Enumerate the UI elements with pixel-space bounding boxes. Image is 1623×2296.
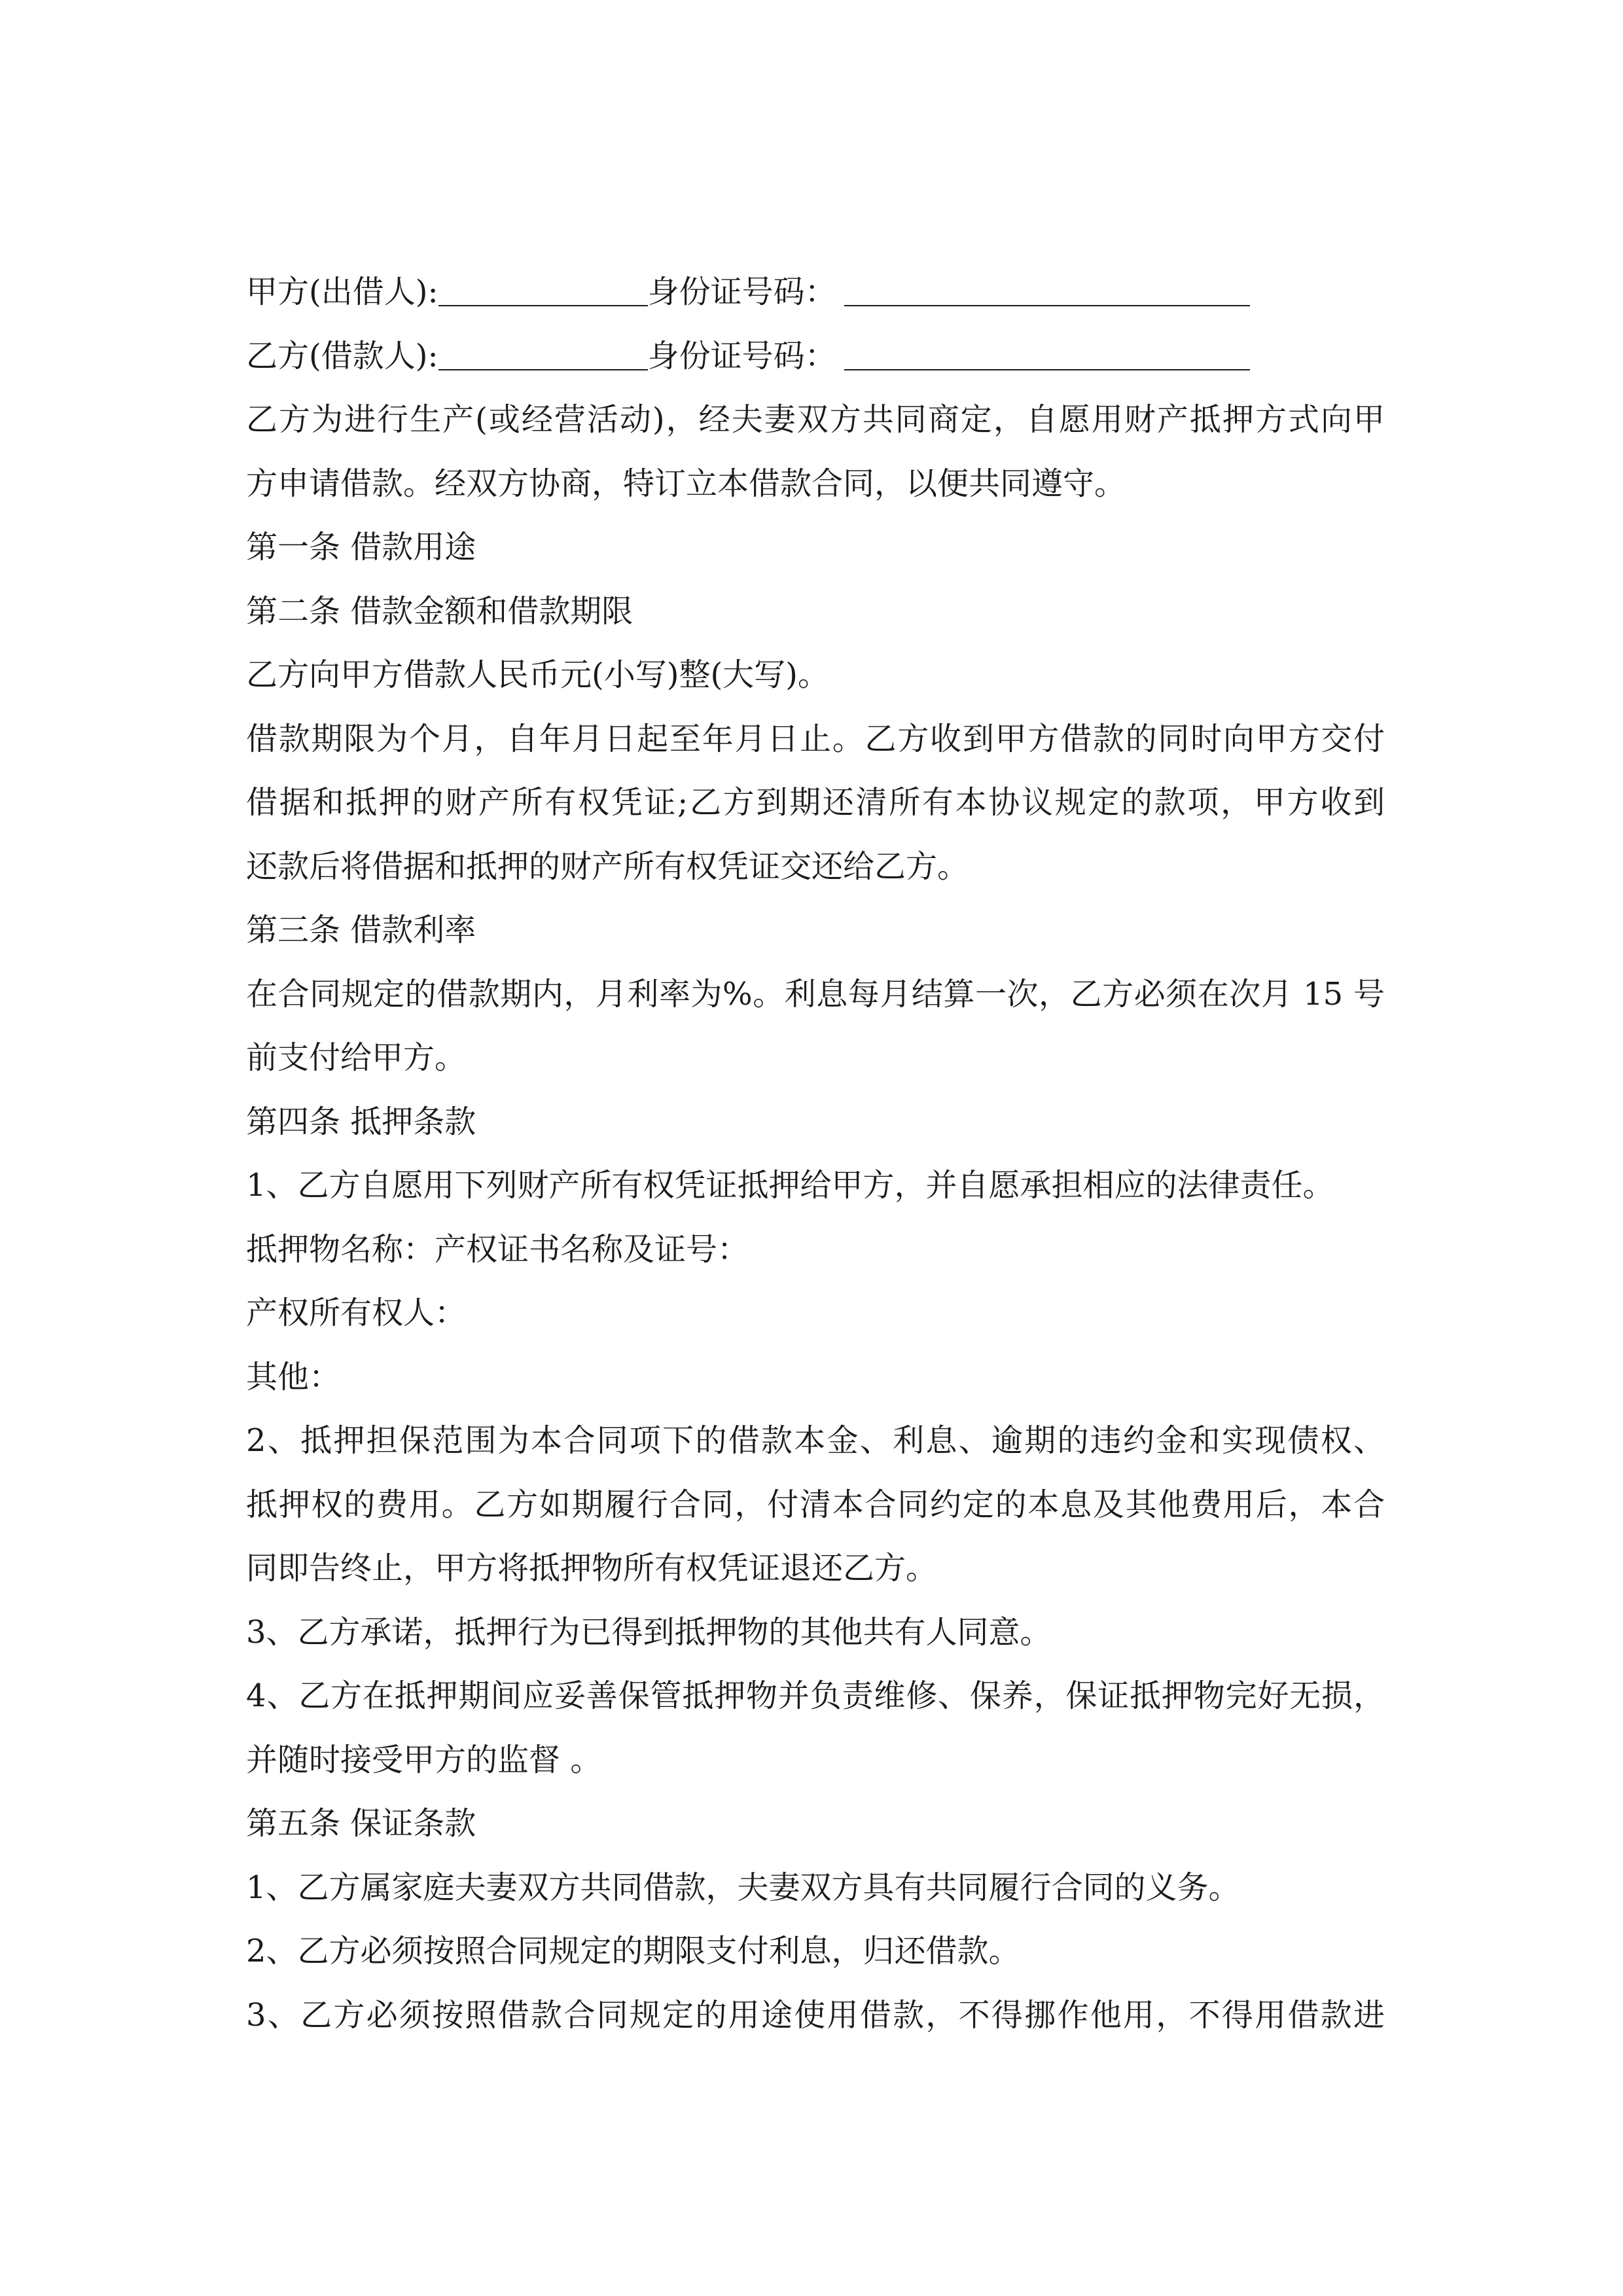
article-2-line: 乙方向甲方借款人民币元(小写)整(大写)。 [246,656,829,693]
party-a-id-blank [844,276,1250,306]
article-4-line: 产权所有权人： [246,1295,467,1331]
article-5-line: 3、乙方必须按照借款合同规定的用途使用借款，不得挪作他用，不得用借款进 [246,1996,1385,2034]
article-2-line: 借据和抵押的财产所有权凭证;乙方到期还清所有本协议规定的款项，甲方收到 [246,784,1385,821]
article-2-line: 还款后将借据和抵押的财产所有权凭证交还给乙方。 [246,848,969,885]
party-b-id-blank [844,340,1250,370]
party-b-label: 乙方(借款人): [246,337,438,374]
article-4-line: 并随时接受甲方的监督 。 [246,1741,602,1778]
party-a-row [246,260,1385,325]
preamble-line: 方申请借款。经双方协商，特订立本借款合同，以便共同遵守。 [246,465,1126,502]
contract-body [246,260,1385,2047]
article-4-line: 其他： [246,1358,341,1395]
article-5-line: 1、乙方属家庭夫妻双方共同借款，夫妻双方具有共同履行合同的义务。 [246,1869,1240,1906]
article-2-line: 借款期限为个月，自年月日起至年月日止。乙方收到甲方借款的同时向甲方交付 [246,720,1385,757]
article-4-line: 3、乙方承诺，抵押行为已得到抵押物的其他共有人同意。 [246,1613,1052,1651]
article-4-line: 同即告终止，甲方将抵押物所有权凭证退还乙方。 [246,1550,938,1587]
article-4-line: 2、抵押担保范围为本合同项下的借款本金、利息、逾期的违约金和实现债权、 [246,1422,1385,1459]
party-a-label: 甲方(出借人): [246,274,438,310]
article-1-title: 第一条 借款用途 [246,529,476,565]
article-4-line: 抵押物名称：产权证书名称及证号： [246,1230,749,1268]
article-4-line: 4、乙方在抵押期间应妥善保管抵押物并负责维修、保养，保证抵押物完好无损， [246,1677,1385,1714]
article-5-line: 2、乙方必须按照合同规定的期限支付利息，归还借款。 [246,1933,1020,1969]
party-b-row [246,325,1385,389]
article-3-title: 第三条 借款利率 [246,912,476,948]
article-3-line: 在合同规定的借款期内，月利率为%。利息每月结算一次，乙方必须在次月 15 号 [246,975,1385,1013]
article-2-title: 第二条 借款金额和借款期限 [246,592,633,630]
article-4-title: 第四条 抵押条款 [246,1103,476,1140]
article-4-line: 1、乙方自愿用下列财产所有权凭证抵押给甲方，并自愿承担相应的法律责任。 [246,1167,1334,1204]
article-3-line: 前支付给甲方。 [246,1039,467,1076]
party-a-name-blank [438,276,648,306]
preamble-line: 乙方为进行生产(或经营活动)，经夫妻双方共同商定，自愿用财产抵押方式向甲 [246,401,1385,438]
party-a-id-label: 身份证号码： [647,274,836,310]
article-5-title: 第五条 保证条款 [246,1805,476,1842]
article-4-line: 抵押权的费用。乙方如期履行合同，付清本合同约定的本息及其他费用后，本合 [246,1486,1385,1523]
party-b-id-label: 身份证号码： [647,337,836,374]
party-b-name-blank [438,340,648,370]
